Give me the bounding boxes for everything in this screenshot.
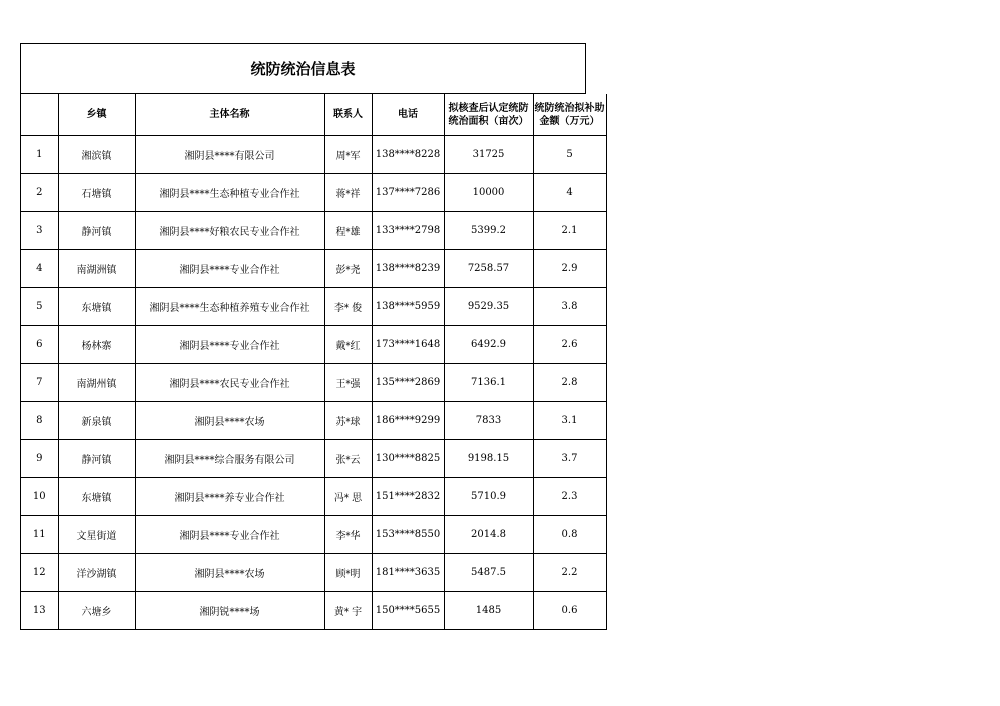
cell-town: 东塘镇 bbox=[58, 478, 135, 516]
cell-contact: 苏*球 bbox=[324, 402, 372, 440]
table-row bbox=[21, 212, 606, 250]
cell-no: 7 bbox=[21, 364, 58, 402]
cell-subsidy: 2.3 bbox=[533, 478, 606, 516]
cell-subsidy: 2.8 bbox=[533, 364, 606, 402]
cell-area: 10000 bbox=[444, 174, 533, 212]
table-row bbox=[21, 478, 606, 516]
cell-subsidy: 2.2 bbox=[533, 554, 606, 592]
table-row bbox=[21, 516, 606, 554]
cell-entity: 湘阴县****专业合作社 bbox=[135, 326, 324, 364]
cell-entity: 湘阴县****专业合作社 bbox=[135, 250, 324, 288]
cell-entity: 湘阴县****农民专业合作社 bbox=[135, 364, 324, 402]
cell-no: 11 bbox=[21, 516, 58, 554]
cell-no: 4 bbox=[21, 250, 58, 288]
header-contact: 联系人 bbox=[324, 94, 372, 136]
table-row bbox=[21, 288, 606, 326]
cell-town: 南湖洲镇 bbox=[58, 250, 135, 288]
table-row bbox=[21, 592, 606, 630]
cell-entity: 湘阴县****养专业合作社 bbox=[135, 478, 324, 516]
header-entity: 主体名称 bbox=[135, 94, 324, 136]
cell-town: 六塘乡 bbox=[58, 592, 135, 630]
cell-contact: 程*雄 bbox=[324, 212, 372, 250]
table-row bbox=[21, 402, 606, 440]
cell-phone: 138****8239 bbox=[372, 250, 444, 288]
cell-phone: 130****8825 bbox=[372, 440, 444, 478]
cell-subsidy: 5 bbox=[533, 136, 606, 174]
cell-entity: 湘阴县****有限公司 bbox=[135, 136, 324, 174]
cell-phone: 133****2798 bbox=[372, 212, 444, 250]
cell-entity: 湘阴县****生态种植专业合作社 bbox=[135, 174, 324, 212]
header-area: 拟核查后认定统防统治面积（亩次） bbox=[444, 94, 533, 136]
cell-town: 洋沙湖镇 bbox=[58, 554, 135, 592]
cell-subsidy: 2.6 bbox=[533, 326, 606, 364]
header-phone: 电话 bbox=[372, 94, 444, 136]
cell-town: 静河镇 bbox=[58, 212, 135, 250]
cell-town: 湘滨镇 bbox=[58, 136, 135, 174]
cell-town: 南湖州镇 bbox=[58, 364, 135, 402]
cell-area: 2014.8 bbox=[444, 516, 533, 554]
cell-entity: 湘阴锐****场 bbox=[135, 592, 324, 630]
cell-subsidy: 0.8 bbox=[533, 516, 606, 554]
header-no bbox=[21, 94, 58, 136]
info-sheet bbox=[20, 43, 605, 630]
cell-phone: 135****2869 bbox=[372, 364, 444, 402]
cell-town: 东塘镇 bbox=[58, 288, 135, 326]
cell-contact: 李* 俊 bbox=[324, 288, 372, 326]
cell-contact: 冯* 思 bbox=[324, 478, 372, 516]
cell-no: 12 bbox=[21, 554, 58, 592]
header-town: 乡镇 bbox=[58, 94, 135, 136]
cell-no: 2 bbox=[21, 174, 58, 212]
cell-contact: 李*华 bbox=[324, 516, 372, 554]
cell-area: 5487.5 bbox=[444, 554, 533, 592]
cell-phone: 173****1648 bbox=[372, 326, 444, 364]
cell-town: 文星街道 bbox=[58, 516, 135, 554]
cell-entity: 湘阴县****专业合作社 bbox=[135, 516, 324, 554]
table-row bbox=[21, 364, 606, 402]
table-row bbox=[21, 136, 606, 174]
table-row bbox=[21, 440, 606, 478]
cell-no: 10 bbox=[21, 478, 58, 516]
table-row bbox=[21, 250, 606, 288]
cell-area: 7833 bbox=[444, 402, 533, 440]
cell-town: 石塘镇 bbox=[58, 174, 135, 212]
cell-area: 31725 bbox=[444, 136, 533, 174]
cell-town: 新泉镇 bbox=[58, 402, 135, 440]
cell-entity: 湘阴县****农场 bbox=[135, 554, 324, 592]
cell-area: 7258.57 bbox=[444, 250, 533, 288]
cell-subsidy: 3.8 bbox=[533, 288, 606, 326]
table-row bbox=[21, 326, 606, 364]
cell-contact: 黄* 宇 bbox=[324, 592, 372, 630]
cell-entity: 湘阴县****农场 bbox=[135, 402, 324, 440]
header-subsidy: 统防统治拟补助金额（万元） bbox=[533, 94, 606, 136]
cell-contact: 彭*尧 bbox=[324, 250, 372, 288]
cell-no: 13 bbox=[21, 592, 58, 630]
cell-town: 杨林寨 bbox=[58, 326, 135, 364]
cell-area: 6492.9 bbox=[444, 326, 533, 364]
table-row bbox=[21, 174, 606, 212]
cell-contact: 王*强 bbox=[324, 364, 372, 402]
cell-contact: 蒋*祥 bbox=[324, 174, 372, 212]
cell-phone: 181****3635 bbox=[372, 554, 444, 592]
cell-area: 1485 bbox=[444, 592, 533, 630]
cell-phone: 138****5959 bbox=[372, 288, 444, 326]
cell-contact: 顾*明 bbox=[324, 554, 372, 592]
cell-no: 3 bbox=[21, 212, 58, 250]
cell-entity: 湘阴县****综合服务有限公司 bbox=[135, 440, 324, 478]
cell-phone: 151****2832 bbox=[372, 478, 444, 516]
cell-contact: 张*云 bbox=[324, 440, 372, 478]
cell-phone: 137****7286 bbox=[372, 174, 444, 212]
header-row bbox=[21, 94, 606, 136]
cell-contact: 周*军 bbox=[324, 136, 372, 174]
cell-no: 1 bbox=[21, 136, 58, 174]
cell-phone: 186****9299 bbox=[372, 402, 444, 440]
cell-subsidy: 3.1 bbox=[533, 402, 606, 440]
cell-phone: 153****8550 bbox=[372, 516, 444, 554]
cell-subsidy: 3.7 bbox=[533, 440, 606, 478]
cell-contact: 戴*红 bbox=[324, 326, 372, 364]
cell-entity: 湘阴县****生态种植养殖专业合作社 bbox=[135, 288, 324, 326]
cell-no: 9 bbox=[21, 440, 58, 478]
cell-no: 5 bbox=[21, 288, 58, 326]
cell-town: 静河镇 bbox=[58, 440, 135, 478]
cell-subsidy: 0.6 bbox=[533, 592, 606, 630]
cell-area: 5710.9 bbox=[444, 478, 533, 516]
cell-entity: 湘阴县****好粮农民专业合作社 bbox=[135, 212, 324, 250]
cell-subsidy: 2.9 bbox=[533, 250, 606, 288]
info-table bbox=[21, 94, 607, 630]
sheet-title: 统防统治信息表 bbox=[21, 44, 586, 94]
cell-subsidy: 4 bbox=[533, 174, 606, 212]
cell-phone: 138****8228 bbox=[372, 136, 444, 174]
cell-area: 5399.2 bbox=[444, 212, 533, 250]
cell-phone: 150****5655 bbox=[372, 592, 444, 630]
cell-subsidy: 2.1 bbox=[533, 212, 606, 250]
cell-area: 9529.35 bbox=[444, 288, 533, 326]
cell-area: 9198.15 bbox=[444, 440, 533, 478]
cell-no: 8 bbox=[21, 402, 58, 440]
table-row bbox=[21, 554, 606, 592]
cell-area: 7136.1 bbox=[444, 364, 533, 402]
cell-no: 6 bbox=[21, 326, 58, 364]
